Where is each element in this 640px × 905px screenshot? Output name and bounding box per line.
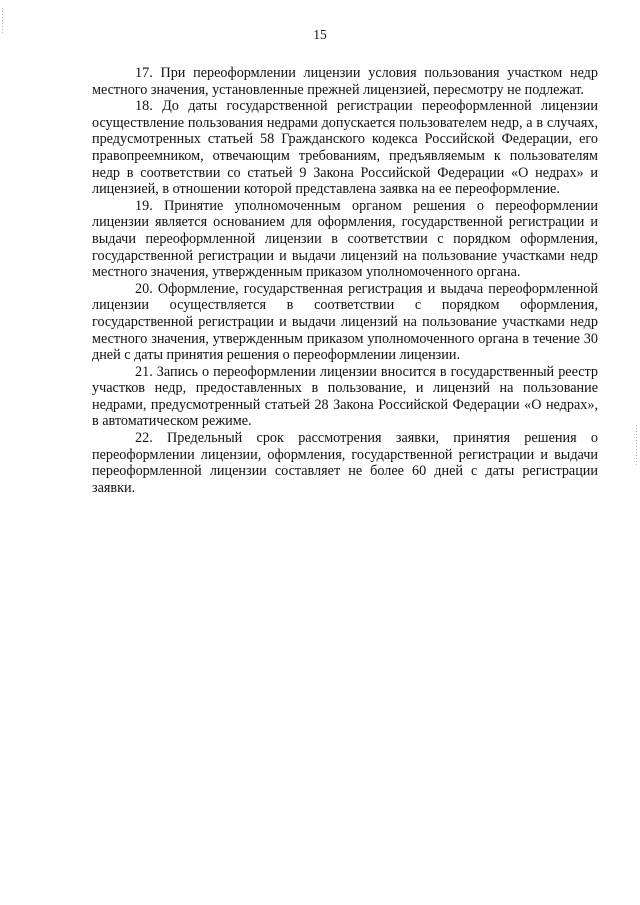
scan-edge-mark — [636, 425, 637, 465]
paragraph-17: 17. При переоформлении лицензии условия пользования участком недр местного значения, установленные прежней лицензией, пересмотру не подлежат. — [92, 65, 598, 98]
page-number: 15 — [313, 27, 327, 42]
document-body — [92, 65, 598, 496]
paragraph-20: 20. Оформление, государственная регистрация и выдача переоформленной лицензии осуществляется в соответствии с порядком оформления, государственной регистрации и выдачи лицензий на пользование участками недр местного значения, утвержденным приказом уполномоченного органа в течение 30 дней с даты принятия решения о переоформлении лицензии. — [92, 280, 598, 364]
paragraph-19: 19. Принятие уполномоченным органом решения о переоформлении лицензии является основанием для оформления, государственной регистрации и выдачи переоформленной лицензии в соответствии с порядком оформления, государственной регистрации и выдачи лицензий на пользование участками недр местного значения, утвержденным приказом уполномоченного органа. — [92, 197, 598, 281]
paragraph-18: 18. До даты государственной регистрации переоформленной лицензии осуществление пользования недрами допускается пользователем недр, а в случаях, предусмотренных статьей 58 Гражданского кодекса Российской Федерации, его правопреемником, отвечающим требованиям, предъявляемым к пользователям недр в соответствии со статьей 9 Закона Российской Федерации «О недрах» и лицензией, в отношении которой представлена заявка на ее переоформление. — [92, 98, 598, 198]
paragraph-22: 22. Предельный срок рассмотрения заявки, принятия решения о переоформлении лицензии, оформления, государственной регистрации и выдачи переоформленной лицензии составляет не более 60 дней с даты регистрации заявки. — [92, 430, 598, 496]
paragraph-21: 21. Запись о переоформлении лицензии вносится в государственный реестр участков недр, предоставленных в пользование, и лицензий на пользование недрами, предусмотренный статьей 28 Закона Российской Федерации «О недрах», в автоматическом режиме. — [92, 363, 598, 430]
